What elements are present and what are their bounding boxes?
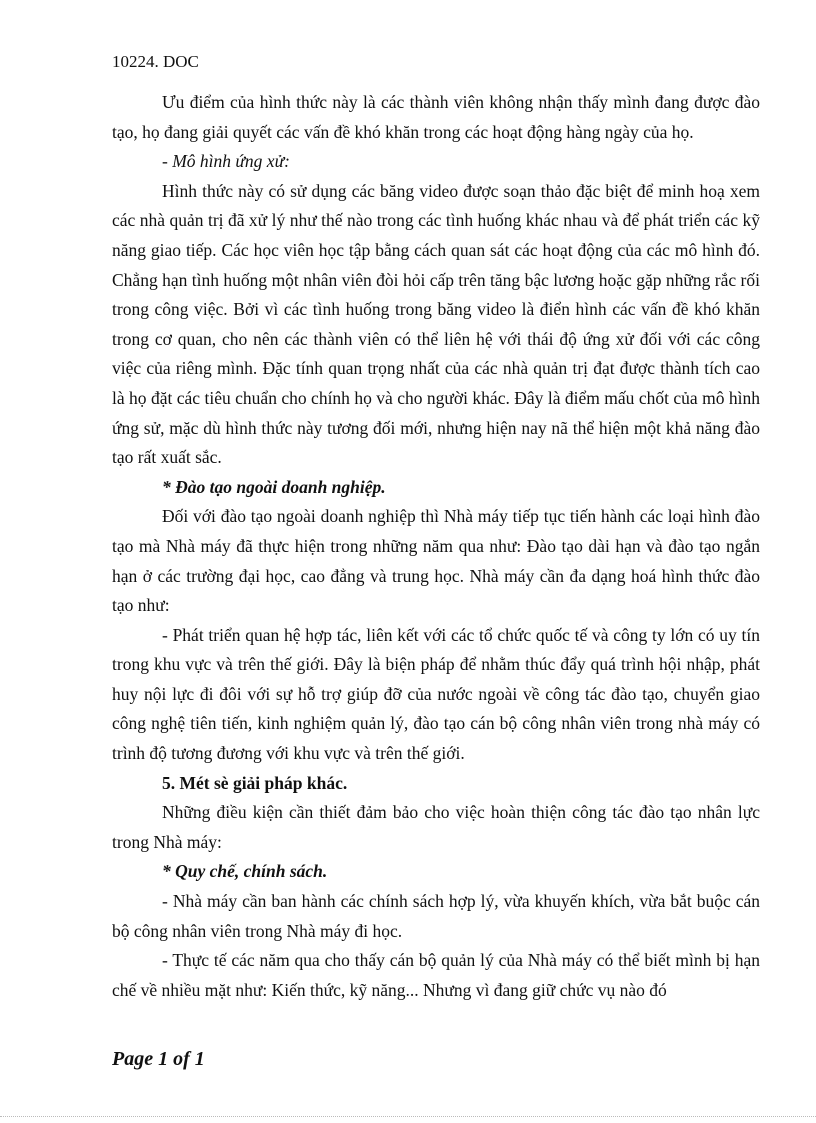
section-heading-policies: * Quy chế, chính sách. bbox=[162, 861, 328, 882]
paragraph: Hình thức này có sử dụng các băng video được soạn thảo đặc biệt để minh hoạ xem các nhà quản trị đã xử lý như thế nào trong các tình huống khác nhau và để phát triển các kỹ năng giao tiếp. Các học viên học tập bằng cách quan sát các hoạt động của các mô hình đó. Chẳng hạn tình huống một nhân viên đòi hỏi cấp trên tăng bậc lương hoặc gặp những rắc rối trong công việc. Bởi vì các tình huống trong băng video là điển hình các vấn đề khó khăn trong cơ quan, cho nên các thành viên có thể liên hệ với thái độ ứng xử đối với các công việc của riêng mình. Đặc tính quan trọng nhất của các nhà quản trị đạt được thành tích cao là họ đặt các tiêu chuẩn cho chính họ và cho người khác. Đây là điểm mấu chốt của mô hình ứng sử, mặc dù hình thức này tương đối mới, nhưng hiện nay nã thể hiện một khả năng đào tạo rất xuất sắc. bbox=[112, 180, 760, 468]
section-heading-external-training: * Đào tạo ngoài doanh nghiệp. bbox=[162, 476, 386, 497]
paragraph: - Nhà máy cần ban hành các chính sách hợp lý, vừa khuyến khích, vừa bắt buộc cán bộ công nhân viên trong Nhà máy đi học. bbox=[112, 891, 760, 941]
page-bottom-divider bbox=[0, 1116, 816, 1117]
paragraph: - Phát triển quan hệ hợp tác, liên kết với các tổ chức quốc tế và công ty lớn có uy tín trong khu vực và trên thế giới. Đây là biện pháp để nhằm thúc đẩy quá trình hội nhập, phát huy nội lực đi đôi với sự hỗ trợ giúp đỡ của nước ngoài về công tác đào tạo, chuyển giao công nghệ tiên tiến, kinh nghiệm quản lý, đào tạo cán bộ công nhân viên trong nhà máy có trình độ tương đương với khu vực và trên thế giới. bbox=[112, 624, 760, 764]
paragraph: Ưu điểm của hình thức này là các thành viên không nhận thấy mình đang được đào tạo, họ đang giải quyết các vấn đề khó khăn trong các hoạt động hàng ngày của họ. bbox=[112, 92, 760, 142]
page-number: Page 1 of 1 bbox=[112, 1048, 205, 1070]
document-body bbox=[112, 88, 760, 1005]
paragraph: Đối với đào tạo ngoài doanh nghiệp thì Nhà máy tiếp tục tiến hành các loại hình đào tạo mà Nhà máy đã thực hiện trong những năm qua như: Đào tạo dài hạn và đào tạo ngắn hạn ở các trường đại học, cao đẳng và trung học. Nhà máy cần đa dạng hoá hình thức đào tạo như: bbox=[112, 506, 760, 616]
section-heading-behavior-model: - Mô hình ứng xử: bbox=[162, 151, 290, 172]
section-heading-other-solutions: 5. Mét sè giải pháp khác. bbox=[162, 772, 348, 793]
document-id: 10224. DOC bbox=[112, 52, 199, 71]
paragraph: Những điều kiện cần thiết đảm bảo cho việc hoàn thiện công tác đào tạo nhân lực trong Nhà máy: bbox=[112, 802, 760, 852]
paragraph: - Thực tế các năm qua cho thấy cán bộ quản lý của Nhà máy có thể biết mình bị hạn chế về nhiều mặt như: Kiến thức, kỹ năng... Nhưng vì đang giữ chức vụ nào đó bbox=[112, 950, 760, 1000]
